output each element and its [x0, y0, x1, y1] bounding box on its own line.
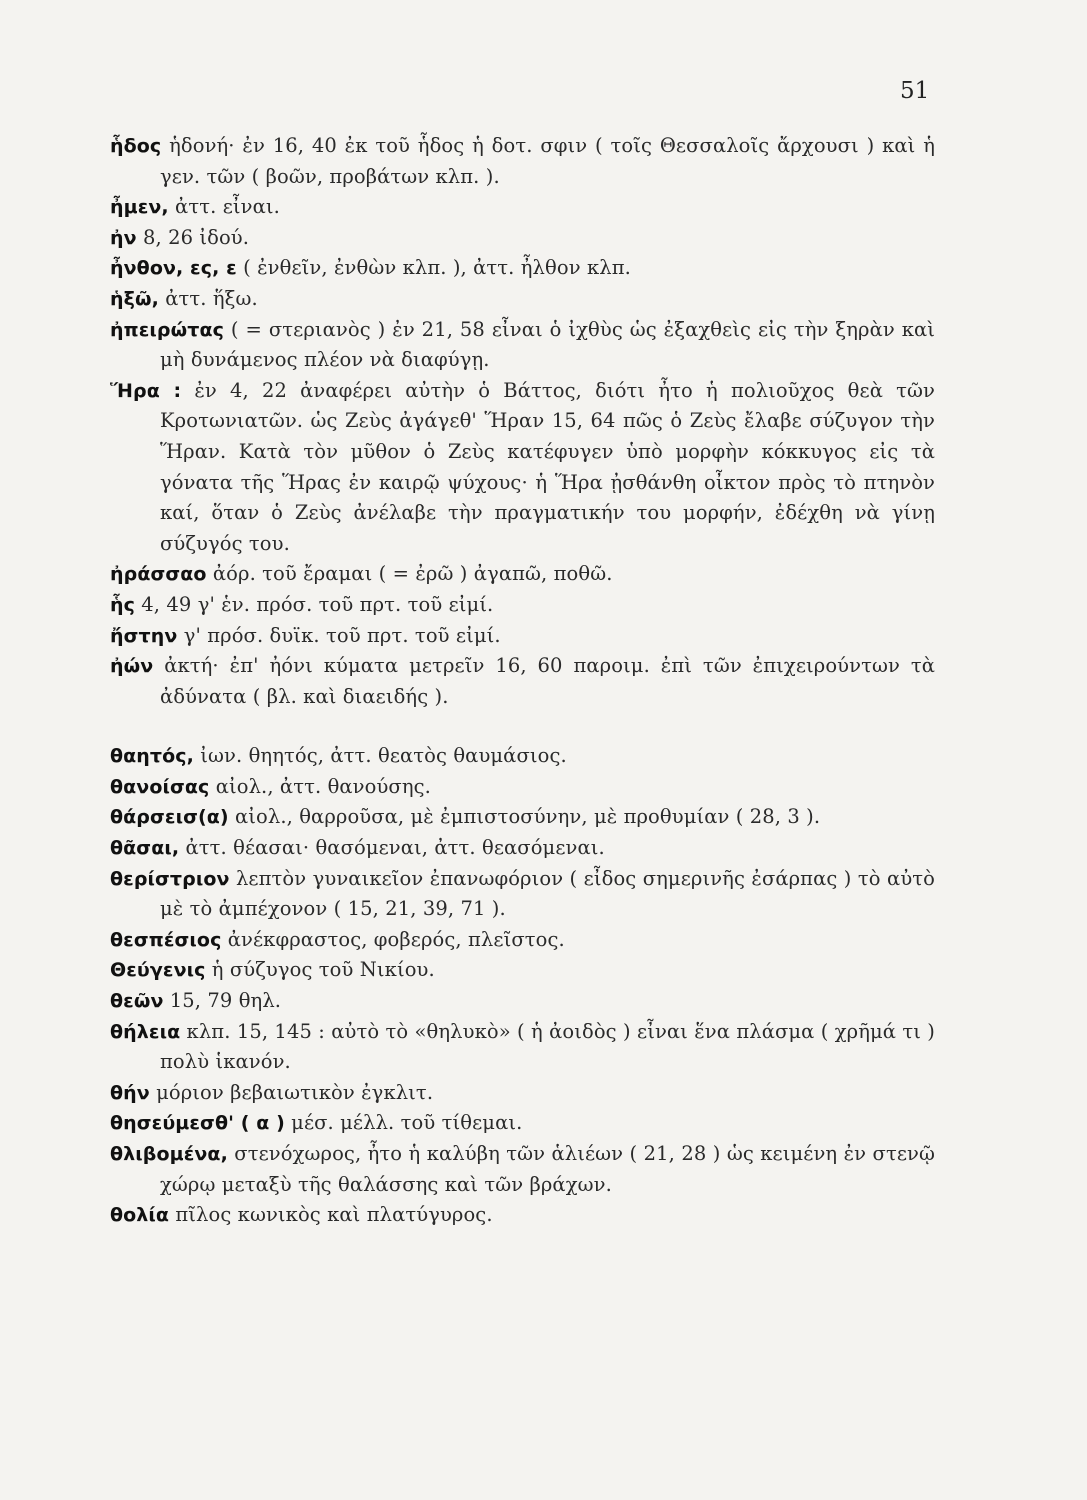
glossary-entry — [110, 772, 935, 803]
entry-headword: θανοίσας — [110, 775, 210, 798]
entry-definition: μόριον βεβαιωτικὸν ἐγκλιτ. — [149, 1080, 434, 1104]
glossary-entry — [110, 955, 935, 986]
entry-definition: ἰων. θηητός, ἀττ. θεατὸς θαυμάσιος. — [194, 744, 567, 768]
page-number: 51 — [900, 78, 930, 104]
entry-headword: θήλεια — [110, 1020, 181, 1043]
entry-definition: ( = στεριανὸς ) ἐν 21, 58 εἶναι ὁ ἰχθὺς ὡς ἐξαχθεὶς εἰς τὴν ξηρὰν καὶ μὴ δυνάμενος πλέον νὰ διαφύγῃ. — [160, 317, 935, 372]
entry-headword: θολία — [110, 1204, 170, 1227]
glossary-entry — [110, 833, 935, 864]
entry-definition: ἀόρ. τοῦ ἔραμαι ( = ἐρῶ ) ἀγαπῶ, ποθῶ. — [206, 562, 613, 586]
entry-headword: ἤστην — [110, 624, 178, 647]
glossary-entry — [110, 131, 935, 192]
entry-definition: ἐν 4, 22 ἀναφέρει αὐτὴν ὁ Βάττος, διότι ἦτο ἡ πολιοῦχος θεὰ τῶν Κροτωνιατῶν. ὡς Ζεὺς ἀγάγεθ' Ἥραν 15, 64 πῶς ὁ Ζεὺς ἔλαβε σύζυγον τὴν Ἥραν. Κατὰ τὸν μῦθον ὁ Ζεὺς κατέφυγεν ὑπὸ μορφὴν κόκκυγος εἰς τὰ γόνατα τῆς Ἥρας ἐν καιρῷ ψύχους· ἡ Ἥρα ᾐσθάνθη οἶκτον πρὸς τὸ πτηνὸν καί, ὅταν ὁ Ζεὺς ἀνέλαβε τὴν πραγματικήν του μορφήν, ἐδέχθη νὰ γίνῃ σύζυγός του. — [160, 378, 935, 555]
glossary-entry — [110, 590, 935, 621]
entry-definition: γ' πρόσ. δυϊκ. τοῦ πρτ. τοῦ εἰμί. — [177, 623, 501, 647]
entry-headword: θᾶσαι, — [110, 837, 180, 860]
entry-definition: 4, 49 γ' ἑν. πρόσ. τοῦ πρτ. τοῦ εἰμί. — [135, 592, 494, 616]
glossary-entry — [110, 802, 935, 833]
entry-headword: θερίστριον — [110, 867, 230, 890]
entry-headword: ἧς — [110, 593, 135, 616]
glossary-entry — [110, 621, 935, 652]
entry-headword: θάρσεισ(α) — [110, 806, 229, 829]
entry-headword: θήν — [110, 1081, 150, 1104]
glossary-entry — [110, 1017, 935, 1078]
glossary-entry — [110, 192, 935, 223]
entry-headword: ἠν — [110, 226, 137, 249]
entry-definition: ἡδονή· ἐν 16, 40 ἐκ τοῦ ἧδος ἡ δοτ. σφιν ( τοῖς Θεσσαλοῖς ἄρχουσι ) καὶ ἡ γεν. τῶν ( βοῶν, προβάτων κλπ. ). — [160, 134, 935, 188]
glossary-entry — [110, 1200, 935, 1231]
entry-headword: ἡξῶ, — [110, 287, 159, 310]
glossary-entry — [110, 1139, 935, 1200]
glossary-entry — [110, 651, 935, 712]
glossary-entries — [110, 131, 935, 1231]
glossary-entry — [110, 253, 935, 284]
entry-definition: μέσ. μέλλ. τοῦ τίθεμαι. — [284, 1111, 523, 1135]
entry-definition: ἀττ. εἶναι. — [168, 195, 280, 219]
glossary-entry — [110, 315, 935, 376]
glossary-entry — [110, 376, 935, 560]
entry-headword: Θεύγενις — [110, 959, 206, 982]
entry-definition: ἀττ. θέασαι· θασόμεναι, ἀττ. θεασόμεναι. — [179, 836, 605, 860]
glossary-entry — [110, 741, 935, 772]
entry-definition: 15, 79 θηλ. — [163, 989, 282, 1013]
glossary-entry — [110, 864, 935, 925]
entry-definition: πῖλος κωνικὸς καὶ πλατύγυρος. — [169, 1203, 493, 1227]
glossary-entry — [110, 986, 935, 1017]
entry-definition: 8, 26 ἰδού. — [136, 225, 250, 249]
entry-definition: στενόχωρος, ἦτο ἡ καλύβη τῶν ἁλιέων ( 21, 28 ) ὡς κειμένη ἐν στενῷ χώρῳ μεταξὺ τῆς θαλάσσης καὶ τῶν βράχων. — [160, 1142, 935, 1196]
entry-headword: θλιβομένα, — [110, 1143, 228, 1165]
entry-headword: ἦνθον, ες, ε — [110, 257, 237, 280]
entry-definition: ἀττ. ἥξω. — [158, 286, 258, 310]
entry-headword: ἠράσσαο — [110, 563, 207, 586]
entry-definition: ἀκτή· ἐπ' ἠόνι κύματα μετρεῖν 16, 60 παροιμ. ἐπὶ τῶν ἐπιχειρούντων τὰ ἀδύνατα ( βλ. καὶ διαειδής ). — [153, 654, 935, 708]
entry-headword: Ἥρα : — [110, 379, 182, 402]
entry-headword: θεσπέσιος — [110, 928, 222, 951]
entry-headword: ἧδος — [110, 135, 162, 157]
entry-definition: κλπ. 15, 145 : αὐτὸ τὸ «θηλυκὸ» ( ἡ ἀοιδὸς ) εἶναι ἕνα πλάσμα ( χρῆμά τι ) πολὺ ἱκανόν. — [160, 1019, 935, 1074]
entry-headword: ἠπειρώτας — [110, 318, 224, 341]
entry-headword: θησεύμεσθ' ( α ) — [110, 1112, 285, 1135]
glossary-entry — [110, 559, 935, 590]
entry-headword: ἠών — [110, 655, 154, 678]
glossary-entry — [110, 1078, 935, 1109]
glossary-entry — [110, 1108, 935, 1139]
entry-headword: θεῶν — [110, 990, 164, 1013]
entry-definition: ( ἐνθεῖν, ἐνθὼν κλπ. ), ἀττ. ἦλθον κλπ. — [236, 256, 631, 280]
entry-definition: ἀνέκφραστος, φοβερός, πλεῖστος. — [221, 927, 565, 951]
glossary-entry — [110, 223, 935, 254]
entry-headword: θαητός, — [110, 745, 194, 768]
entry-definition: ἡ σύζυγος τοῦ Νικίου. — [205, 958, 435, 982]
entry-headword: ἦμεν, — [110, 196, 169, 219]
entry-definition: αἰολ., θαρροῦσα, μὲ ἐμπιστοσύνην, μὲ προθυμίαν ( 28, 3 ). — [228, 805, 821, 829]
entry-definition: λεπτὸν γυναικεῖον ἐπανωφόριον ( εἶδος σημερινῆς ἐσάρπας ) τὸ αὐτὸ μὲ τὸ ἀμπέχονον ( 15, 21, 39, 71 ). — [160, 866, 935, 921]
glossary-entry — [110, 284, 935, 315]
glossary-entry — [110, 925, 935, 956]
entry-definition: αἰολ., ἀττ. θανούσης. — [209, 774, 431, 798]
